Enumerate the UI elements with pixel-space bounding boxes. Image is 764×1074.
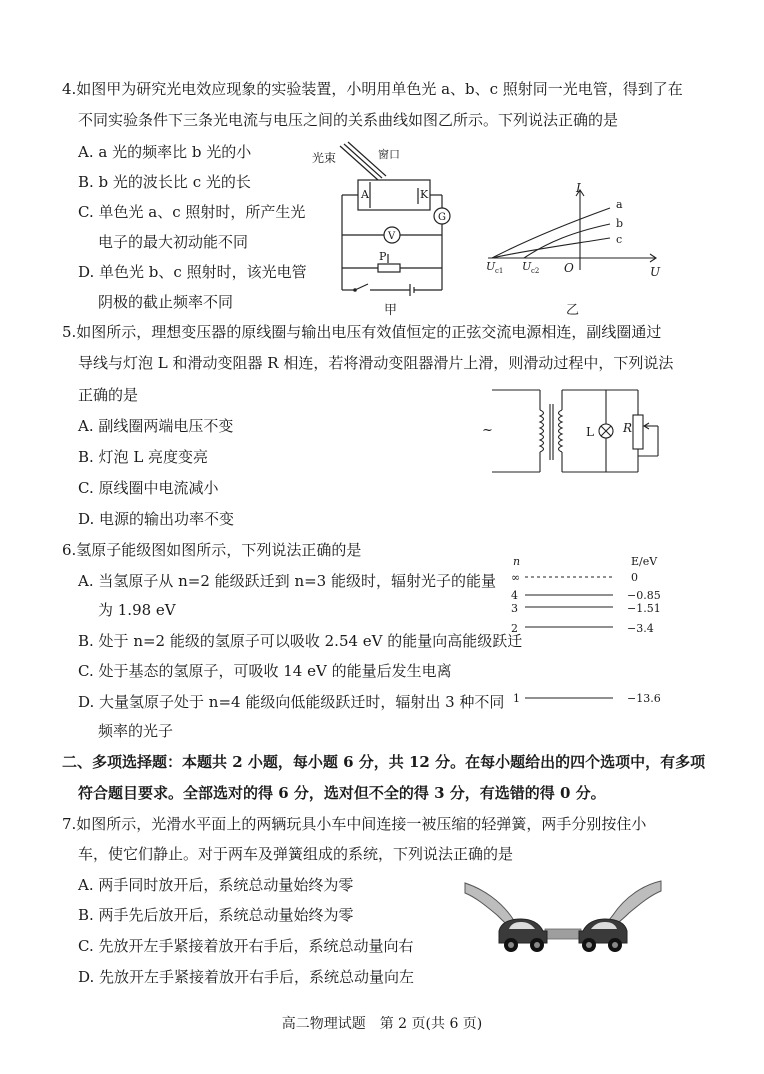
transformer-circuit-figure (478, 382, 678, 482)
voltage-axis-label: U (650, 265, 661, 279)
level-n-label: 1 (513, 692, 520, 705)
level-energy-label: −1.51 (627, 602, 661, 615)
section-2-heading-line-2: 符合题目要求。全部选对的得 6 分，选对但不全的得 3 分，有选错的得 0 分。 (78, 784, 606, 802)
q6-option-b: B. 处于 n=2 能级的氢原子可以吸收 2.54 eV 的能量向高能级跃迁 (78, 632, 523, 650)
q5-option-c: C. 原线圈中电流减小 (78, 479, 219, 497)
origin-label: O (564, 261, 574, 275)
q5-stem-line-1: 5.如图所示，理想变压器的原线圈与输出电压有效值恒定的正弦交流电源相连，副线圈通过 (62, 323, 662, 341)
level-energy-label: −0.85 (627, 589, 661, 602)
q5-stem-line-2: 导线与灯泡 L 和滑动变阻器 R 相连，若将滑动变阻器滑片上滑，则滑动过程中，下列说法 (78, 354, 674, 372)
q6-option-a-line-1: A. 当氢原子从 n=2 能级跃迁到 n=3 能级时，辐射光子的能量 (78, 572, 496, 590)
section-2-heading-line-1: 二、多项选择题：本题共 2 小题，每小题 6 分，共 12 分。在每小题给出的四个选项中，有多项 (62, 753, 706, 771)
level-energy-label: −3.4 (627, 622, 654, 635)
q4-stem-line-1: 4.如图甲为研究光电效应现象的实验装置，小明用单色光 a、b、c 照射同一光电管，得到了在 (62, 80, 683, 98)
q6-option-d-line-1: D. 大量氢原子处于 n=4 能级向低能级跃迁时，辐射出 3 种不同 (78, 693, 505, 711)
beam-label: 光束 (312, 151, 337, 165)
energy-level-diagram (505, 555, 685, 715)
galvanometer-label: G (438, 212, 446, 223)
q4-option-d-line-1: D. 单色光 b、c 照射时，该光电管 (78, 263, 307, 281)
q6-option-a-line-2: 为 1.98 eV (98, 601, 176, 619)
n-header: n (513, 555, 521, 568)
q6-option-d-line-2: 频率的光子 (98, 722, 174, 740)
level-energy-label: −13.6 (627, 692, 661, 705)
window-label: 窗口 (378, 148, 400, 161)
q4-option-d-line-2: 阴极的截止频率不同 (98, 293, 234, 311)
level-energy-label: 0 (631, 571, 638, 584)
level-n-label: 3 (511, 602, 518, 615)
curve-a-label: a (616, 198, 623, 211)
q4-option-c-line-1: C. 单色光 a、c 照射时，所产生光 (78, 203, 306, 221)
q7-stem-line-2: 车，使它们静止。对于两车及弹簧组成的系统，下列说法正确的是 (78, 845, 514, 863)
level-n-label: 4 (511, 589, 518, 602)
q7-option-d: D. 先放开左手紧接着放开右手后，系统总动量向左 (78, 968, 415, 986)
uc1-subscript: c1 (495, 267, 504, 275)
toy-cars-illustration (463, 875, 663, 965)
iu-curves-figure (478, 180, 668, 320)
q4-option-b: B. b 光的波长比 c 光的长 (78, 173, 251, 191)
q5-option-d: D. 电源的输出功率不变 (78, 510, 235, 528)
energy-header: E/eV (631, 555, 658, 568)
uc1-label: U (486, 260, 496, 273)
photoelectric-apparatus-figure (300, 140, 475, 320)
page-footer: 高二物理试题 第 2 页(共 6 页) (281, 1016, 483, 1032)
rheostat-label: R (623, 421, 633, 435)
q7-option-b: B. 两手先后放开后，系统总动量始终为零 (78, 906, 354, 924)
curve-b-label: b (616, 217, 624, 230)
uc2-subscript: c2 (531, 267, 540, 275)
q7-option-a: A. 两手同时放开后，系统总动量始终为零 (78, 876, 354, 894)
anode-label: A (361, 188, 369, 201)
figure-jia-caption: 甲 (384, 303, 398, 318)
level-n-label: 2 (511, 622, 518, 635)
lamp-label: L (586, 425, 594, 439)
right-car-icon (579, 919, 627, 952)
q4-option-a: A. a 光的频率比 b 光的小 (78, 143, 252, 161)
q6-stem: 6.氢原子能级图如图所示，下列说法正确的是 (62, 541, 362, 559)
q5-option-b: B. 灯泡 L 亮度变亮 (78, 448, 209, 466)
q7-stem-line-1: 7.如图所示，光滑水平面上的两辆玩具小车中间连接一被压缩的轻弹簧，两手分别按住小 (62, 815, 647, 833)
q6-option-c: C. 处于基态的氢原子，可吸收 14 eV 的能量后发生电离 (78, 662, 452, 680)
left-car-icon (499, 919, 547, 952)
q4-option-c-line-2: 电子的最大初动能不同 (98, 233, 249, 251)
level-n-label: ∞ (511, 571, 521, 584)
ac-source-label: ~ (482, 423, 493, 438)
q5-option-a: A. 副线圈两端电压不变 (78, 417, 234, 435)
curve-c-label: c (616, 233, 623, 246)
cathode-label: K (420, 188, 429, 201)
figure-yi-caption: 乙 (566, 303, 580, 318)
current-axis-label: I (576, 181, 581, 195)
uc2-label: U (522, 260, 532, 273)
q4-stem-line-2: 不同实验条件下三条光电流与电压之间的关系曲线如图乙所示。下列说法正确的是 (78, 111, 619, 129)
q7-option-c: C. 先放开左手紧接着放开右手后，系统总动量向右 (78, 937, 414, 955)
voltmeter-label: V (388, 231, 396, 242)
q5-stem-line-3: 正确的是 (78, 386, 139, 404)
slider-label: P (379, 250, 387, 263)
